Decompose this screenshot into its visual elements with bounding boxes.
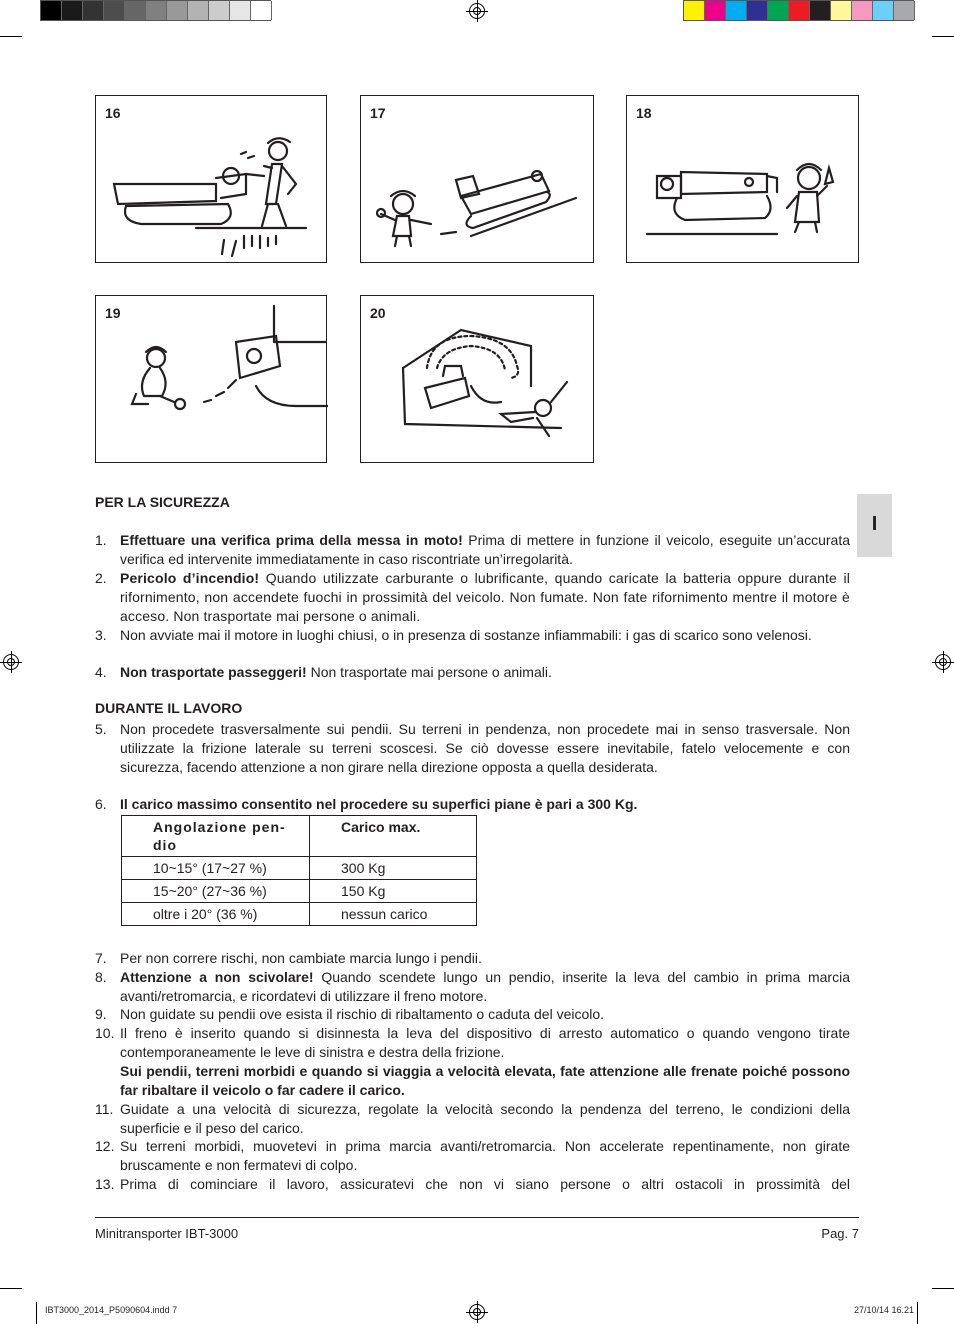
- item-number: 8.: [95, 969, 107, 985]
- color-swatch: [209, 1, 230, 20]
- crop-mark: [932, 1288, 954, 1289]
- list-item: [95, 795, 850, 814]
- item-body: Non procedete trasversalmente sui pendii. Su terreni in pendenza, non procedete mai in senso trasversale. Non utilizzate la frizione laterale su terreni scoscesi. Se ciò dovesse essere inevitabile, fatelo velocemente e con sicurezza, facendo attenzione a non girare nella direzione opposta a quella desiderata.: [120, 721, 850, 775]
- list-item: [95, 1024, 850, 1100]
- item-text: [120, 626, 850, 645]
- color-swatch: [230, 1, 251, 20]
- item-bold: Effettuare una verifica prima della messa in moto!: [120, 532, 463, 548]
- color-swatch: [747, 1, 768, 20]
- registration-mark-icon: [935, 654, 951, 670]
- item-body: Il freno è inserito quando si disinnesta la leva del dispositivo di arresto automatico o quando vengono tirate contemporaneamente le leve di sinistra e destra della frizione.: [120, 1025, 850, 1060]
- table-cell: oltre i 20° (36 %): [122, 903, 310, 926]
- color-swatch: [873, 1, 894, 20]
- crop-mark: [932, 36, 954, 37]
- table-row: [122, 880, 477, 903]
- item-number: 6.: [95, 796, 107, 812]
- list-item: [95, 531, 850, 569]
- item-text: [120, 531, 850, 569]
- item-text: [120, 1175, 850, 1194]
- table-cell: 150 Kg: [310, 880, 477, 903]
- section-heading-work: DURANTE IL LAVORO: [95, 700, 243, 716]
- color-swatch: [768, 1, 789, 20]
- item-number: 12.: [95, 1138, 115, 1154]
- item-number: 13.: [95, 1176, 115, 1192]
- item-body: Non guidate su pendii ove esista il rischio di ribaltamento o caduta del veicolo.: [120, 1006, 605, 1022]
- item-number: 2.: [95, 570, 107, 586]
- footer-rule: [95, 1217, 859, 1218]
- child-safety-illustration: [96, 296, 328, 464]
- registration-mark-icon: [469, 3, 485, 19]
- list-item: [95, 626, 850, 645]
- list-item: [95, 1137, 850, 1175]
- item-text: [120, 1100, 850, 1138]
- table-header-row: [122, 816, 477, 857]
- figure-19: [95, 295, 327, 463]
- color-swatch: [810, 1, 831, 20]
- item-bold: Il carico massimo consentito nel procedere su superfici piane è pari a 300 Kg.: [120, 796, 638, 812]
- crop-mark: [0, 1288, 22, 1289]
- color-colorbar: [683, 0, 914, 21]
- figure-number: 19: [105, 305, 121, 321]
- figure-20: [360, 295, 594, 463]
- item-number: 7.: [95, 950, 107, 966]
- item-body: Prima di cominciare il lavoro, assicuratevi che non vi siano persone o altri ostacoli in prossimità del: [120, 1176, 850, 1192]
- table-header: Carico max.: [310, 816, 477, 857]
- item-text: [120, 1137, 850, 1175]
- list-item: [95, 663, 850, 682]
- table-row: [122, 903, 477, 926]
- exhaust-gas-illustration: [361, 296, 595, 464]
- figure-16: [95, 95, 327, 263]
- item-number: 1.: [95, 532, 107, 548]
- item-number: 10.: [95, 1025, 115, 1041]
- color-swatch: [83, 1, 104, 20]
- figure-18: [626, 95, 859, 263]
- load-table: [121, 815, 477, 926]
- color-swatch: [41, 1, 62, 20]
- table-cell: 300 Kg: [310, 857, 477, 880]
- crop-mark: [36, 1302, 37, 1324]
- figure-number: 18: [636, 105, 652, 121]
- table-row: [122, 857, 477, 880]
- item-text: [120, 569, 850, 626]
- item-number: 5.: [95, 721, 107, 737]
- item-number: 4.: [95, 664, 107, 680]
- table-cell: 15~20° (27~36 %): [122, 880, 310, 903]
- crop-mark: [917, 1302, 918, 1324]
- list-item: [95, 1100, 850, 1138]
- item-bold: Sui pendii, terreni morbidi e quando si viaggia a velocità elevata, fate attenzione alle frenate poiché possono far ribaltare il veicolo o far cadere il carico.: [120, 1063, 850, 1098]
- footer-product: Minitransporter IBT-3000: [95, 1226, 239, 1241]
- item-text: [120, 663, 850, 682]
- item-bold: Non trasportate passeggeri!: [120, 664, 307, 680]
- color-swatch: [894, 1, 915, 20]
- item-bold: Attenzione a non scivolare!: [120, 969, 314, 985]
- item-text: [120, 949, 850, 968]
- item-bold: Pericolo d’incendio!: [120, 570, 260, 586]
- table-header: Angolazione pen-dio: [122, 816, 310, 857]
- footer-page: Pag. 7: [821, 1226, 859, 1241]
- color-swatch: [831, 1, 852, 20]
- list-item: [95, 968, 850, 1006]
- item-text: [120, 720, 850, 777]
- list-item: [95, 720, 850, 777]
- list-item: [95, 569, 850, 626]
- language-tab-letter: I: [871, 513, 878, 535]
- color-swatch: [125, 1, 146, 20]
- color-swatch: [188, 1, 209, 20]
- grayscale-colorbar: [40, 0, 271, 21]
- item-number: 3.: [95, 627, 107, 643]
- list-item: [95, 949, 850, 968]
- registration-mark-icon: [3, 654, 19, 670]
- table-cell: nessun carico: [310, 903, 477, 926]
- item-body: Quando utilizzate carburante o lubrificante, quando caricate la batteria oppure durante il rifornimento, non accendete fuochi in prossimità del veicolo. Non fumate. Non fate rifornimento mentre il motore è acceso. Non trasportate mai persone o animali.: [120, 570, 850, 624]
- item-number: 9.: [95, 1006, 107, 1022]
- color-swatch: [167, 1, 188, 20]
- language-tab: [857, 494, 892, 557]
- item-text: [120, 795, 850, 814]
- section-heading-safety: PER LA SICUREZZA: [95, 494, 230, 510]
- color-swatch: [62, 1, 83, 20]
- item-body: Per non correre rischi, non cambiate marcia lungo i pendii.: [120, 950, 482, 966]
- color-swatch: [146, 1, 167, 20]
- color-swatch: [251, 1, 272, 20]
- item-body: Non trasportate mai persone o animali.: [306, 664, 552, 680]
- figure-number: 17: [370, 105, 386, 121]
- item-text: [120, 968, 850, 1006]
- color-swatch: [789, 1, 810, 20]
- item-text: [120, 1005, 850, 1024]
- item-body: Non avviate mai il motore in luoghi chiusi, o in presenza di sostanze infiammabili: i gas di scarico sono velenosi.: [120, 627, 812, 643]
- item-text: [120, 1024, 850, 1100]
- refueling-smoking-illustration: [96, 96, 328, 264]
- slug-filename: IBT3000_2014_P5090604.indd 7: [45, 1305, 178, 1315]
- item-number: 11.: [95, 1101, 114, 1117]
- list-item: [95, 1005, 850, 1024]
- color-swatch: [852, 1, 873, 20]
- item-body: Su terreni morbidi, muovetevi in prima marcia avanti/retromarcia. Non accelerate repentinamente, non girate bruscamente e non fermatevi di colpo.: [120, 1138, 850, 1173]
- list-item: [95, 1175, 850, 1194]
- slug-date: 27/10/14 16.21: [853, 1305, 914, 1315]
- slope-illustration: [361, 96, 595, 264]
- parking-illustration: [627, 96, 860, 264]
- figure-17: [360, 95, 594, 263]
- registration-mark-icon: [469, 1304, 485, 1320]
- color-swatch: [705, 1, 726, 20]
- item-body: Guidate a una velocità di sicurezza, regolate la velocità secondo la pendenza del terreno, le condizioni della superficie e il peso del carico.: [120, 1101, 850, 1136]
- figure-number: 16: [105, 105, 121, 121]
- item-body: Prima di mettere in funzione il veicolo, eseguite un’accurata verifica ed intervenite immediatamente in caso riscontriate un’irregolarità.: [120, 532, 851, 567]
- color-swatch: [726, 1, 747, 20]
- figure-number: 20: [370, 305, 386, 321]
- crop-mark: [0, 36, 22, 37]
- color-swatch: [684, 1, 705, 20]
- item-body: Quando scendete lungo un pendio, inserite la leva del cambio in prima marcia avanti/retromarcia, e ricordatevi di utilizzare il freno motore.: [120, 969, 850, 1004]
- table-cell: 10~15° (17~27 %): [122, 857, 310, 880]
- color-swatch: [104, 1, 125, 20]
